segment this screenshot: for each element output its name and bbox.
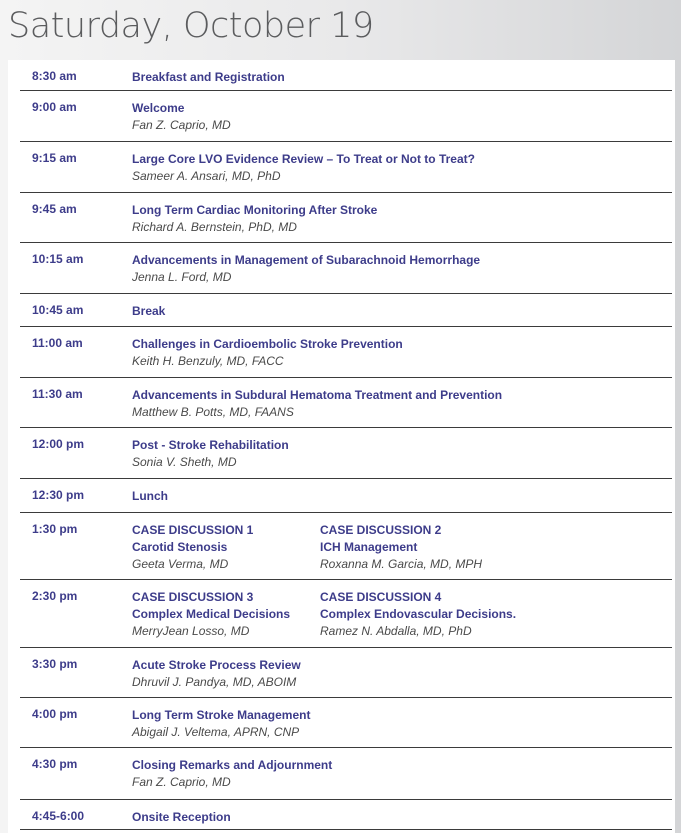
session-time: 10:15 am: [32, 252, 84, 266]
case-heading: CASE DISCUSSION 3: [132, 590, 254, 604]
session-time: 4:45-6:00: [32, 809, 85, 823]
session-title: Break: [132, 304, 166, 318]
session-time: 12:30 pm: [32, 488, 85, 502]
session-time: 11:30 am: [32, 387, 83, 401]
case-heading: CASE DISCUSSION 4: [320, 590, 442, 604]
schedule-row: [20, 327, 672, 378]
session-speaker: MerryJean Losso, MD: [132, 624, 250, 638]
session-speaker: Richard A. Bernstein, PhD, MD: [132, 220, 297, 234]
schedule-row: [20, 513, 672, 580]
schedule-row: [20, 698, 672, 748]
session-time: 4:30 pm: [32, 757, 78, 771]
session-title: Complex Medical Decisions: [132, 607, 291, 621]
session-title: Challenges in Cardioembolic Stroke Prevention: [132, 337, 403, 351]
session-speaker: Sonia V. Sheth, MD: [132, 455, 237, 469]
session-time: 9:15 am: [32, 151, 77, 165]
session-title: Lunch: [132, 489, 168, 503]
session-speaker: Dhruvil J. Pandya, MD, ABOIM: [132, 675, 297, 689]
session-speaker: Abigail J. Veltema, APRN, CNP: [132, 725, 300, 739]
session-title: Long Term Stroke Management: [132, 708, 311, 722]
session-time: 8:30 am: [32, 69, 77, 83]
schedule-row: [20, 428, 672, 479]
schedule-row: [20, 748, 672, 800]
session-speaker: Fan Z. Caprio, MD: [132, 118, 231, 132]
session-title: Large Core LVO Evidence Review – To Treat or Not to Treat?: [132, 152, 475, 166]
session-title: Long Term Cardiac Monitoring After Stroke: [132, 203, 378, 217]
case-discussion-left: [132, 589, 290, 640]
session-title: Advancements in Management of Subarachnoid Hemorrhage: [132, 253, 481, 267]
schedule-row: [20, 243, 672, 294]
session-title: Complex Endovascular Decisions.: [320, 607, 517, 621]
page-title: Saturday, October 19: [8, 6, 374, 46]
session-speaker: Ramez N. Abdalla, MD, PhD: [320, 624, 472, 638]
schedule-row: [20, 142, 672, 193]
schedule-row: [20, 378, 672, 428]
schedule-panel: [8, 60, 675, 833]
session-speaker: Jenna L. Ford, MD: [132, 270, 232, 284]
case-discussion-right: [320, 589, 516, 640]
case-discussion-left: [132, 522, 253, 573]
session-title: Advancements in Subdural Hematoma Treatment and Prevention: [132, 388, 503, 402]
schedule-row: [20, 648, 672, 698]
session-speaker: Geeta Verma, MD: [132, 557, 229, 571]
schedule-row: [20, 580, 672, 648]
schedule-row: [20, 91, 672, 142]
session-title: Carotid Stenosis: [132, 540, 228, 554]
session-speaker: Matthew B. Potts, MD, FAANS: [132, 405, 294, 419]
schedule-row: [20, 479, 672, 513]
case-heading: CASE DISCUSSION 2: [320, 523, 442, 537]
session-time: 10:45 am: [32, 303, 84, 317]
case-discussion-right: [320, 522, 482, 573]
session-speaker: Sameer A. Ansari, MD, PhD: [132, 169, 281, 183]
session-speaker: Keith H. Benzuly, MD, FACC: [132, 354, 284, 368]
session-time: 4:00 pm: [32, 707, 78, 721]
session-title: Closing Remarks and Adjournment: [132, 758, 333, 772]
session-title: Welcome: [132, 101, 185, 115]
session-title: ICH Management: [320, 540, 418, 554]
schedule-row: [20, 193, 672, 243]
case-heading: CASE DISCUSSION 1: [132, 523, 254, 537]
schedule-row: [20, 60, 672, 91]
session-time: 1:30 pm: [32, 522, 78, 536]
session-time: 2:30 pm: [32, 589, 78, 603]
session-time: 9:45 am: [32, 202, 77, 216]
session-title: Post - Stroke Rehabilitation: [132, 438, 289, 452]
schedule-row: [20, 800, 672, 830]
session-title: Onsite Reception: [132, 810, 231, 824]
session-title: Acute Stroke Process Review: [132, 658, 301, 672]
session-speaker: Fan Z. Caprio, MD: [132, 775, 231, 789]
session-time: 3:30 pm: [32, 657, 78, 671]
schedule-row: [20, 294, 672, 327]
session-time: 11:00 am: [32, 336, 83, 350]
session-time: 12:00 pm: [32, 437, 85, 451]
session-title: Breakfast and Registration: [132, 70, 285, 84]
session-time: 9:00 am: [32, 100, 77, 114]
session-speaker: Roxanna M. Garcia, MD, MPH: [320, 557, 483, 571]
